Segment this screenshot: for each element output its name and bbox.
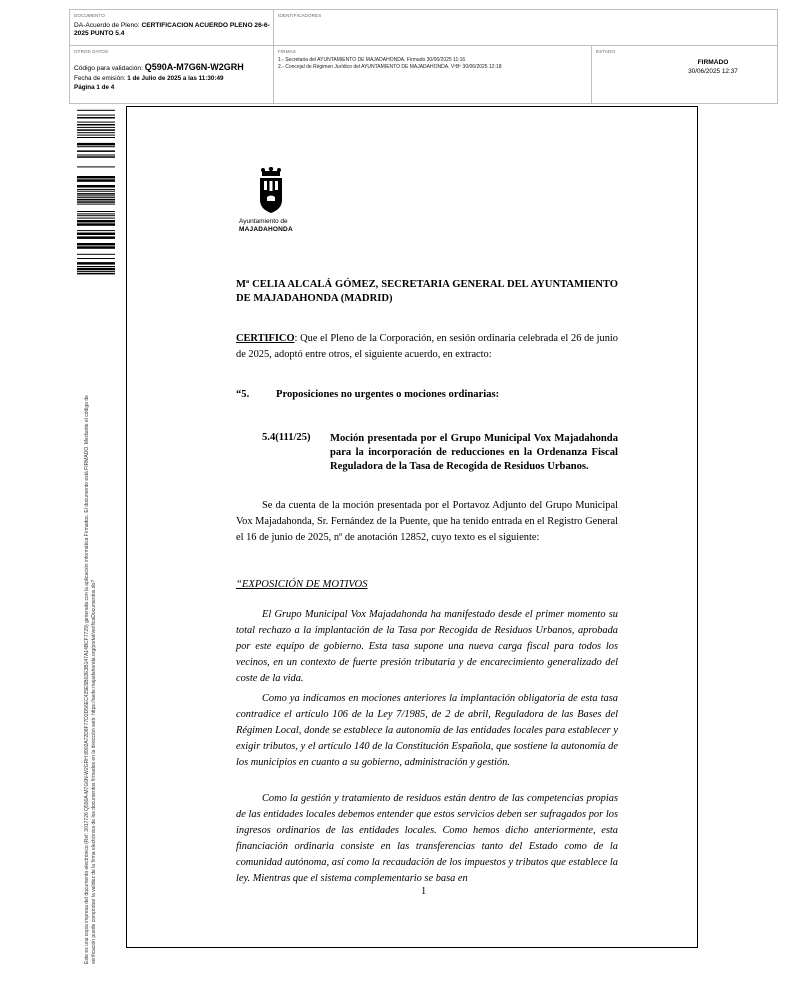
estado-cell	[592, 46, 777, 103]
certifico-text: : Que el Pleno de la Corporación, en sesión ordinaria celebrada el 26 de junio de 2025, adoptó entre otros, el siguiente acuerdo, en extracto:	[236, 333, 618, 360]
section-title: Proposiciones no urgentes o mociones ordinarias:	[276, 389, 500, 400]
section-heading	[236, 389, 499, 400]
motion-title: Moción presentada por el Grupo Municipal Vox Majadahonda para la incorporación de reducciones en la Ordenanza Fiscal Reguladora de la Tasa de Recogida de Residuos Urbanos.	[330, 433, 618, 472]
identificadores-cell	[274, 10, 777, 46]
otros-datos-label: OTROS DATOS	[74, 49, 109, 54]
documento-cell	[70, 10, 274, 46]
firma-item: 2.- Concejal de Régimen Jurídico del AYUNTAMIENTO DE MAJADAHONDA. VºBº 30/06/2025 12:18	[278, 64, 502, 70]
motivos-paragraph: Como la gestión y tratamiento de residuos están dentro de las competencias propias de las entidades locales debemos entender que estos servicios deben ser sufragados por los ingresos ordinarios de las entidades locales. Como hemos dicho anteriormente, esta financiación ordinaria consiste en las transferencias tanto del Estado como de la comunidad autónoma, así como la recaudación de los impuestos y tributos que establece la ley. Mientras que el sistema complementario se basa en	[236, 793, 618, 884]
documento-label: DOCUMENTO	[74, 13, 105, 18]
identificadores-label: IDENTIFICADORES	[278, 13, 322, 18]
motion-number: 5.4(111/25)	[262, 432, 311, 443]
document-heading: Mª CELIA ALCALÁ GÓMEZ, SECRETARIA GENERAL DEL AYUNTAMIENTO DE MAJADAHONDA (MADRID)	[236, 279, 618, 304]
firma-item: 1.- Secretaria del AYUNTAMIENTO DE MAJADAHONDA. Firmado 30/06/2025 11:16	[278, 57, 466, 63]
firmas-label: FIRMAS	[278, 49, 296, 54]
verification-side-text	[84, 294, 97, 964]
estado-status: FIRMADO	[697, 59, 729, 66]
document-header	[69, 9, 778, 104]
validation-code-prefix: Código para validación:	[74, 65, 145, 72]
estado-date: 30/06/2025 12:37	[688, 68, 738, 75]
otros-datos-cell	[70, 46, 274, 103]
logo-text-ayuntamiento: Ayuntamiento de	[239, 218, 288, 225]
validation-code[interactable]: Q590A-M7G6N-W2GRH	[144, 62, 244, 72]
exposicion-heading: “EXPOSICIÓN DE MOTIVOS	[236, 579, 368, 590]
page-count: Página 1 de 4	[74, 84, 115, 91]
side-text-line: Este es una copia impresa del documento electrónico (Ref: 3017726 Q590A-M7G6N-W2GRH 8902A72D8F77D2D56EC425E5B02E3B147A14BCF7729) generada con la aplicación informática Firmadoc. El documento está FIRMADO. Mediante el código de	[84, 395, 90, 964]
fecha-prefix: Fecha de emisión:	[74, 75, 128, 82]
validation-code-line	[74, 62, 244, 72]
motivos-paragraph: Como ya indicamos en mociones anteriores la implantación obligatoria de esta tasa contradice el artículo 106 de la Ley 7/1985, de 2 de abril, Reguladora de las Bases del Régimen Local, donde se establece la autonomía de las entidades locales para establecer y exigir tributos, y el artículo 140 de la Constitución Española, que sostiene la autonomía de los municipios en cuanto a su gobierno, administración y gestión.	[236, 693, 618, 768]
certifico-paragraph	[236, 331, 618, 363]
estado-label: ESTADO	[596, 49, 616, 54]
motivos-paragraph: El Grupo Municipal Vox Majadahonda ha manifestado desde el primer momento su total rechazo a la implantación de la Tasa por Recogida de Residuos Urbanos, aprobada por este equipo de gobierno. Esta tasa supone una nueva carga fiscal para todos los vecinos, en un contexto de fuerte presión tributaria y de encarecimiento generalizado del coste de la vida.	[236, 609, 618, 684]
certifico-label: CERTIFICO	[236, 333, 295, 344]
side-text-line: verificación puede comprobar la validez de la firma electrónica de los documentos firmados en la dirección web: https://sede.majadahonda.org/portal/verificaDocumentos.do?	[90, 579, 97, 964]
documento-prefix: DA-Acuerdo de Pleno:	[74, 22, 142, 29]
section-number: “5.	[236, 389, 250, 400]
documento-text	[74, 22, 270, 38]
documento-title: CERTIFICACION ACUERDO PLENO 26-6-2025 PUNTO 5.4	[74, 22, 270, 37]
intro-paragraph: Se da cuenta de la moción presentada por el Portavoz Adjunto del Grupo Municipal Vox Majadahonda, Sr. Fernández de la Puente, que ha tenido entrada en el Registro General el 16 de junio de 2025, nº de anotación 12852, cuyo texto es el siguiente:	[236, 500, 618, 543]
barcode-image	[77, 108, 115, 276]
page-number: 1	[421, 886, 427, 897]
firmas-cell	[274, 46, 592, 103]
fecha-emision: 1 de Julio de 2025 a las 11:30:49	[127, 75, 224, 82]
logo-text-majadahonda: MAJADAHONDA	[239, 226, 293, 233]
fecha-emision-line	[74, 75, 223, 82]
